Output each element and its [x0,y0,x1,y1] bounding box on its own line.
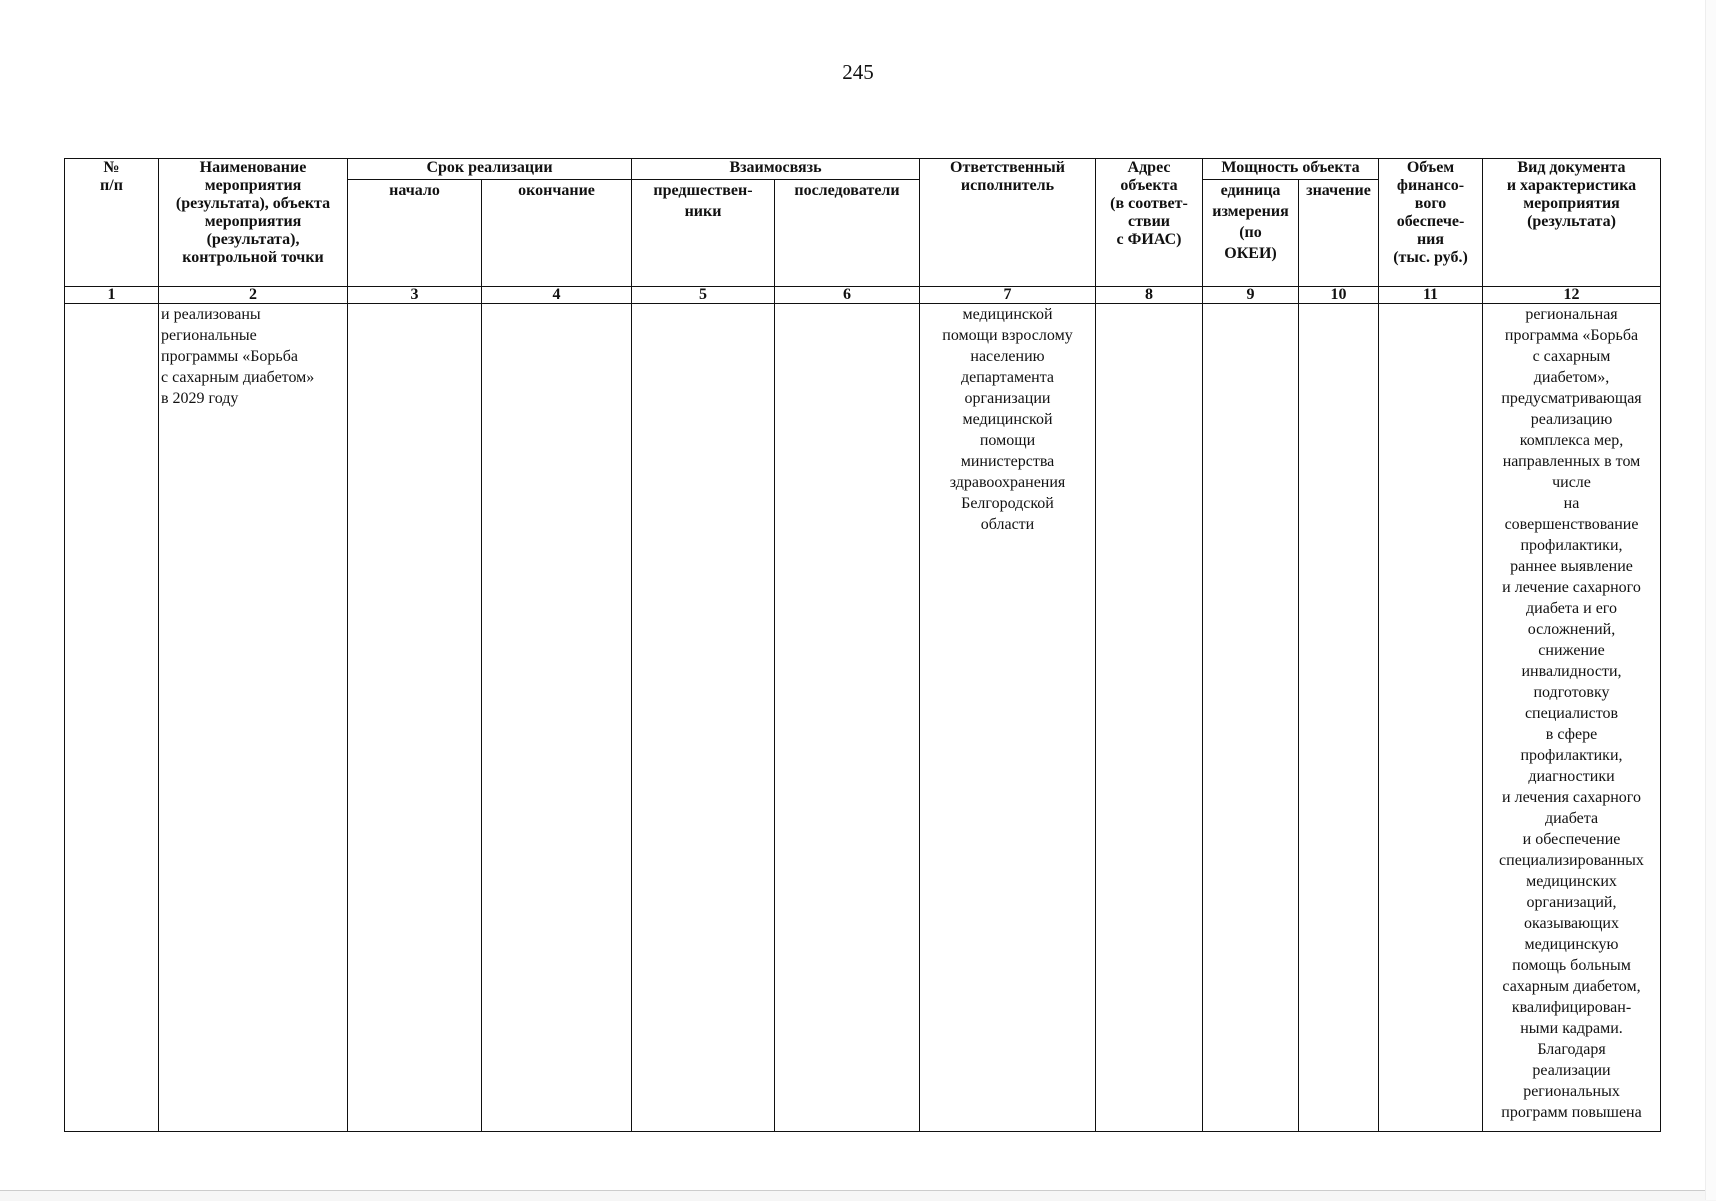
header-unit: единица измерения (по ОКЕИ) [1203,180,1299,287]
cell-predecessors [632,304,775,1132]
header-financing: Объем финансо- вого обеспече- ния (тыс. руб.) [1379,159,1483,287]
column-number: 7 [920,287,1096,304]
header-period: Срок реализации [348,159,632,180]
column-number: 1 [65,287,159,304]
column-number: 6 [775,287,920,304]
column-number: 12 [1483,287,1661,304]
scan-edge [0,1190,1716,1201]
header-value: значение [1299,180,1379,287]
header-name: Наименование мероприятия (результата), объекта мероприятия (результата), контрольной точки [159,159,348,287]
scan-right-edge [1705,0,1716,1200]
column-number: 3 [348,287,482,304]
cell-value [1299,304,1379,1132]
header-number: № п/п [65,159,159,287]
column-number: 4 [482,287,632,304]
cell-number [65,304,159,1132]
header-capacity: Мощность объекта [1203,159,1379,180]
header-end: окончание [482,180,632,287]
cell-end [482,304,632,1132]
cell-document: региональная программа «Борьба с сахарным диабетом», предусматривающая реализацию комплекса мер, направленных в том числе на совершенствование профилактики, раннее выявление и лечение сахарного диабета и его осложнений, снижение инвалидности, подготовку специалистов в сфере профилактики, диагностики и лечения сахарного диабета и обеспечение специализированных медицинских организаций, оказывающих медицинскую помощь больным сахарным диабетом, квалифицирован- ными кадрами. Благодаря реализации региональных программ повышена [1483,304,1661,1132]
header-start: начало [348,180,482,287]
column-number: 5 [632,287,775,304]
activities-table [64,158,1661,1132]
header-responsible: Ответственный исполнитель [920,159,1096,287]
table-row [65,304,1661,1132]
column-number: 9 [1203,287,1299,304]
column-number: 10 [1299,287,1379,304]
header-document: Вид документа и характеристика мероприятия (результата) [1483,159,1661,287]
column-number: 8 [1096,287,1203,304]
header-predecessors: предшествен- ники [632,180,775,287]
header-address: Адрес объекта (в соответ- ствии с ФИАС) [1096,159,1203,287]
header-successors: последователи [775,180,920,287]
column-number: 11 [1379,287,1483,304]
cell-address [1096,304,1203,1132]
column-number: 2 [159,287,348,304]
cell-unit [1203,304,1299,1132]
page-number: 245 [842,60,874,84]
cell-start [348,304,482,1132]
cell-financing [1379,304,1483,1132]
cell-name: и реализованы региональные программы «Борьба с сахарным диабетом» в 2029 году [159,304,348,1132]
header-relationship: Взаимосвязь [632,159,920,180]
cell-successors [775,304,920,1132]
cell-responsible: медицинской помощи взрослому населению департамента организации медицинской помощи министерства здравоохранения Белгородской области [920,304,1096,1132]
